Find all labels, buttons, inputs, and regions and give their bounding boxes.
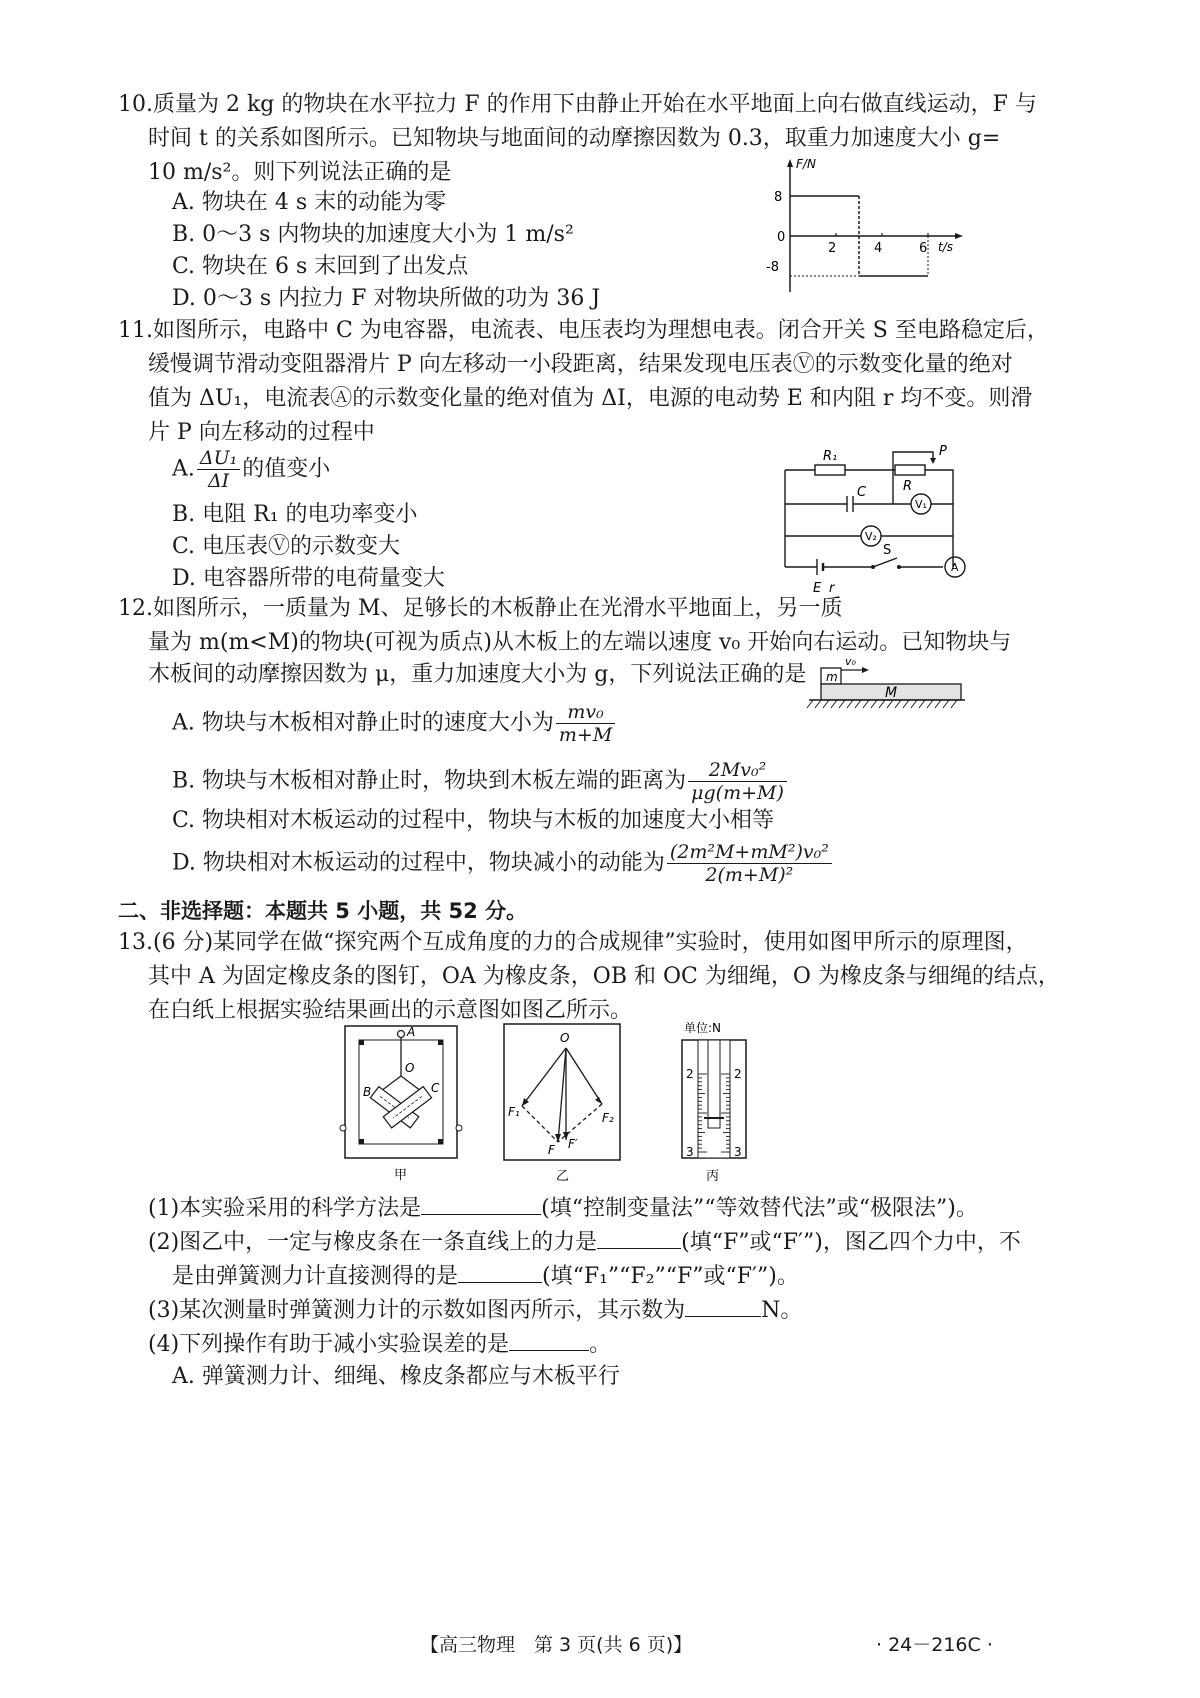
label-f: F [548,1143,555,1157]
q13-figure-bing [668,1018,758,1184]
q12-option-c: C. 物块相对木板运动的过程中，物块与木板的加速度大小相等 [172,808,775,833]
q13-sub-4 [148,1330,611,1360]
ground-hatch [823,700,829,708]
q13-sub-2b [172,1262,799,1292]
y-axis-label: F/N [796,157,816,171]
q11-option-a-fraction [197,448,240,491]
q11-circuit-diagram [775,444,975,600]
scale-label-3-left: 3 [686,1145,694,1159]
q13-figure-yi [498,1018,628,1184]
switch-s [873,558,897,567]
q11-line-2: 缓慢调节滑动变阻器滑片 P 向左移动一小段距离，结果发现电压表Ⓥ的示数变化量的绝对 [148,352,1013,377]
label-v0: v₀ [845,655,856,668]
ground-hatch [943,700,949,708]
fraction-denominator: 2(m+M)² [705,864,794,886]
fraction-numerator: ΔU₁ [197,448,240,470]
ground-hatch [847,700,853,708]
ground-hatch [895,700,901,708]
q13-line-2: 其中 A 为固定橡皮条的图钉，OA 为橡皮条，OB 和 OC 为细绳，O 为橡皮条与细绳的结点， [148,964,1060,989]
rheostat-r [895,465,925,475]
ground-hatch [807,700,813,708]
ground-hatch [903,700,909,708]
caption-jia: 甲 [394,1168,408,1183]
q12-line-3: 木板间的动摩擦因数为 μ，重力加速度大小为 g，下列说法正确的是 [148,662,807,687]
q13-sub-1 [148,1194,978,1224]
fraction-denominator: μg(m+M) [691,782,784,804]
answer-blank-2b[interactable] [458,1264,542,1283]
x-tick-4: 4 [874,241,883,256]
ground-hatch [927,700,933,708]
q12-line-1: 12.如图所示，一质量为 M、足够长的木板静止在光滑水平地面上，另一质 [118,596,843,621]
q13-sub-2-text: (2)图乙中，一定与橡皮条在一条直线上的力是 [148,1230,598,1255]
q10-option-a: A. 物块在 4 s 末的动能为零 [172,190,447,215]
q13-sub-4-end: 。 [589,1332,612,1357]
fraction-numerator: 2Mv₀² [688,760,787,782]
q12-option-d [172,842,834,885]
q11-option-d: D. 电容器所带的电荷量变大 [172,566,445,591]
ground-hatch [911,700,917,708]
label-s: S [883,543,892,558]
scale-label-2-right: 2 [734,1067,742,1081]
ground-hatch [935,700,941,708]
label-a: A [951,561,959,574]
ground-hatch [863,700,869,708]
x-tick-6: 6 [919,241,928,256]
q11-option-a-label: A. [172,456,195,482]
q13-sub-4-option-a: A. 弹簧测力计、细绳、橡皮条都应与木板平行 [172,1364,620,1389]
q13-sub-2 [148,1228,1021,1258]
q13-sub-1-text: (1)本实验采用的科学方法是 [148,1196,422,1221]
label-r1: R₁ [823,449,838,464]
q11-option-c: C. 电压表Ⓥ的示数变大 [172,534,401,559]
page-footer: 【高三物理 第 3 页(共 6 页)】 [420,1634,693,1656]
caption-yi: 乙 [556,1169,570,1184]
x-tick-2: 2 [828,241,837,256]
q13-sub-3 [148,1296,802,1326]
q10-option-b: B. 0～3 s 内物块的加速度大小为 1 m/s² [172,222,574,247]
ground-hatch [919,700,925,708]
ground-hatch [887,700,893,708]
q10-line-1: 10.质量为 2 kg 的物块在水平拉力 F 的作用下由静止开始在水平地面上向右做直线运动，F 与 [118,92,1037,117]
fraction-numerator: (2m²M+mM²)v₀² [667,842,832,864]
label-c: C [857,485,867,500]
q11-option-b: B. 电阻 R₁ 的电功率变小 [172,502,418,527]
y-tick-8: 8 [774,190,783,205]
q13-sub-2b-hint: (填“F₁”“F₂”“F”或“F′”)。 [542,1264,799,1289]
q10-line-2: 时间 t 的关系如图所示。已知物块与地面间的动摩擦因数为 0.3，取重力加速度大小 g= [148,126,1001,151]
q13-figure-jia [335,1024,465,1184]
q13-sub-2-hint: (填“F”或“F′”)，图乙四个力中，不 [681,1230,1021,1255]
q13-sub-2b-text: 是由弹簧测力计直接测得的是 [172,1264,459,1289]
y-tick-neg8: -8 [766,260,779,275]
q12-block-board-figure [805,654,970,716]
q12-option-b [172,760,789,803]
q11-option-a [172,448,330,491]
q13-sub-3-unit: N。 [761,1298,803,1323]
fraction-numerator: mv₀ [556,702,615,724]
ground-hatch [871,700,877,708]
answer-blank-3[interactable] [685,1298,761,1317]
label-c: C [431,1081,440,1095]
label-f2: F₂ [602,1111,614,1125]
label-o: O [405,1061,415,1075]
label-f-prime: F′ [568,1137,578,1151]
answer-blank-1[interactable] [421,1196,541,1215]
q13-sub-4-text: (4)下列操作有助于减小实验误差的是 [148,1332,510,1357]
q12-line-2: 量为 m(m<M)的物块(可视为质点)从木板上的左端以速度 v₀ 开始向右运动。已知物块与 [148,630,1012,655]
label-e: E [813,581,822,596]
q13-sub-3-text: (3)某次测量时弹簧测力计的示数如图丙所示，其示数为 [148,1298,686,1323]
label-r-internal: r [829,581,835,596]
q12-option-a-fraction [556,702,615,745]
label-m: m [826,670,838,684]
ground-hatch [951,700,957,708]
q12-option-a [172,702,617,745]
exam-code: · 24－216C · [876,1634,993,1656]
q12-option-a-text: A. 物块与木板相对静止时的速度大小为 [172,710,554,736]
label-b: B [363,1085,372,1099]
q12-option-d-fraction [667,842,832,885]
fraction-denominator: ΔI [207,470,230,492]
answer-blank-2a[interactable] [597,1230,681,1249]
q11-option-a-text: 的值变小 [242,456,331,482]
ground-hatch [855,700,861,708]
pointer-rod [708,1040,720,1128]
label-v1: V₁ [915,498,927,511]
label-v2: V₂ [865,530,877,543]
y-tick-0: 0 [777,230,786,245]
resistor-r1 [815,465,845,475]
scale-label-3-right: 3 [734,1145,742,1159]
label-p: P [939,444,947,459]
q10-force-time-graph [760,156,970,296]
answer-blank-4[interactable] [509,1332,589,1351]
q12-option-d-text: D. 物块相对木板运动的过程中，物块减小的动能为 [172,850,665,876]
q13-line-3: 在白纸上根据实验结果画出的示意图如图乙所示。 [148,998,633,1023]
ground-hatch [879,700,885,708]
caption-bing: 丙 [706,1169,720,1184]
q11-line-4: 片 P 向左移动的过程中 [148,420,375,445]
q13-sub-1-hint: (填“控制变量法”“等效替代法”或“极限法”)。 [541,1196,978,1221]
ground-hatch [839,700,845,708]
pin-a [398,1031,405,1038]
q10-option-c: C. 物块在 6 s 末回到了出发点 [172,254,469,279]
q13-line-1: 13.(6 分)某同学在做“探究两个互成角度的力的合成规律”实验时，使用如图甲所示的原理图， [118,930,1028,955]
fraction-denominator: m+M [558,724,613,746]
label-r: R [903,479,913,494]
q12-option-b-fraction [688,760,787,803]
label-big-m: M [885,685,898,701]
section-heading: 二、非选择题：本题共 5 小题，共 52 分。 [118,899,528,923]
q11-line-1: 11.如图所示，电路中 C 为电容器，电流表、电压表均为理想电表。闭合开关 S 至电路稳定后， [118,318,1049,343]
x-axis-label: t/s [938,240,953,254]
label-f1: F₁ [508,1105,520,1119]
ground-hatch [831,700,837,708]
label-a: A [407,1025,416,1039]
q10-option-d: D. 0～3 s 内拉力 F 对物块所做的功为 36 J [172,286,601,311]
q10-line-3: 10 m/s²。则下列说法正确的是 [148,160,452,185]
label-o: O [560,1031,570,1045]
scale-label-2-left: 2 [686,1067,694,1081]
unit-label: 单位:N [684,1021,722,1035]
q11-line-3: 值为 ΔU₁，电流表Ⓐ的示数变化量的绝对值为 ΔI，电源的电动势 E 和内阻 r 均不变。则滑 [148,386,1033,411]
ground-hatch [815,700,821,708]
q12-option-b-text: B. 物块与木板相对静止时，物块到木板左端的距离为 [172,768,687,794]
